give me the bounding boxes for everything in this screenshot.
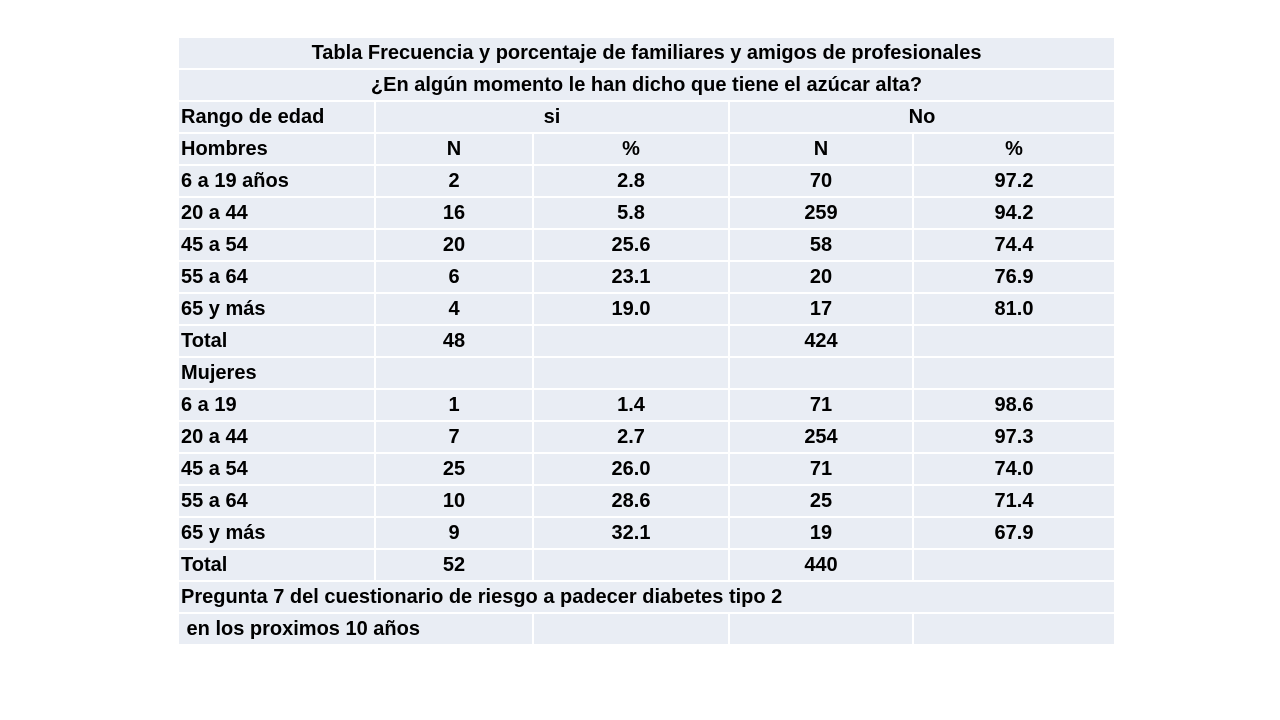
no-n-cell: 71 [729,389,913,421]
no-pct-cell: 97.2 [913,165,1115,197]
table-row [178,293,1115,325]
no-n-cell: 254 [729,421,913,453]
footnote-row-2 [178,613,1115,645]
data-table-container [177,36,1114,646]
empty-cell [729,613,913,645]
no-pct-cell: 74.0 [913,453,1115,485]
yes-n-cell: 9 [375,517,533,549]
yes-pct-cell: 5.8 [533,197,729,229]
yes-pct-cell: 19.0 [533,293,729,325]
subheader-pct-no: % [913,133,1115,165]
age-cell: 65 y más [178,293,375,325]
no-n-cell: 71 [729,453,913,485]
age-cell: 55 a 64 [178,485,375,517]
age-cell: 6 a 19 años [178,165,375,197]
no-n-cell: 70 [729,165,913,197]
footnote-row-1 [178,581,1115,613]
yes-pct-cell: 32.1 [533,517,729,549]
table-row [178,165,1115,197]
empty-cell [913,549,1115,581]
total-row-women [178,549,1115,581]
age-cell: 20 a 44 [178,421,375,453]
yes-n-cell: 2 [375,165,533,197]
empty-cell [533,357,729,389]
yes-pct-cell: 28.6 [533,485,729,517]
footnote-line-2: en los proximos 10 años [178,613,533,645]
total-label: Total [178,549,375,581]
total-yes-n: 52 [375,549,533,581]
yes-n-cell: 20 [375,229,533,261]
yes-n-cell: 25 [375,453,533,485]
no-n-cell: 259 [729,197,913,229]
empty-cell [913,325,1115,357]
total-no-n: 424 [729,325,913,357]
yes-pct-cell: 1.4 [533,389,729,421]
yes-n-cell: 10 [375,485,533,517]
age-cell: 55 a 64 [178,261,375,293]
empty-cell [729,357,913,389]
table-row [178,517,1115,549]
question-row [178,69,1115,101]
age-cell: 20 a 44 [178,197,375,229]
no-pct-cell: 94.2 [913,197,1115,229]
yes-pct-cell: 2.7 [533,421,729,453]
yes-pct-cell: 25.6 [533,229,729,261]
group-label-men: Hombres [178,133,375,165]
yes-pct-cell: 23.1 [533,261,729,293]
group-row-women [178,357,1115,389]
age-cell: 6 a 19 [178,389,375,421]
no-n-cell: 25 [729,485,913,517]
header-no: No [729,101,1115,133]
no-n-cell: 58 [729,229,913,261]
no-n-cell: 20 [729,261,913,293]
table-row [178,421,1115,453]
no-pct-cell: 81.0 [913,293,1115,325]
table-title: Tabla Frecuencia y porcentaje de familiares y amigos de profesionales [178,37,1115,69]
no-pct-cell: 74.4 [913,229,1115,261]
header-yes: si [375,101,729,133]
empty-cell [913,357,1115,389]
header-row [178,101,1115,133]
age-cell: 45 a 54 [178,229,375,261]
group-label-women: Mujeres [178,357,375,389]
no-pct-cell: 97.3 [913,421,1115,453]
empty-cell [913,613,1115,645]
no-pct-cell: 67.9 [913,517,1115,549]
empty-cell [533,613,729,645]
age-cell: 65 y más [178,517,375,549]
footnote-line-1: Pregunta 7 del cuestionario de riesgo a padecer diabetes tipo 2 [178,581,1115,613]
subheader-row [178,133,1115,165]
yes-pct-cell: 2.8 [533,165,729,197]
yes-n-cell: 7 [375,421,533,453]
subheader-n-yes: N [375,133,533,165]
table-row [178,453,1115,485]
table-row [178,229,1115,261]
total-label: Total [178,325,375,357]
table-row [178,261,1115,293]
total-yes-n: 48 [375,325,533,357]
data-table [177,36,1116,646]
table-row [178,485,1115,517]
empty-cell [533,549,729,581]
table-row [178,389,1115,421]
no-pct-cell: 98.6 [913,389,1115,421]
total-row-men [178,325,1115,357]
subheader-pct-yes: % [533,133,729,165]
table-row [178,197,1115,229]
no-n-cell: 19 [729,517,913,549]
empty-cell [375,357,533,389]
title-row [178,37,1115,69]
yes-n-cell: 16 [375,197,533,229]
empty-cell [533,325,729,357]
no-n-cell: 17 [729,293,913,325]
yes-n-cell: 6 [375,261,533,293]
no-pct-cell: 76.9 [913,261,1115,293]
table-question: ¿En algún momento le han dicho que tiene el azúcar alta? [178,69,1115,101]
yes-pct-cell: 26.0 [533,453,729,485]
total-no-n: 440 [729,549,913,581]
header-age-range: Rango de edad [178,101,375,133]
no-pct-cell: 71.4 [913,485,1115,517]
subheader-n-no: N [729,133,913,165]
age-cell: 45 a 54 [178,453,375,485]
yes-n-cell: 1 [375,389,533,421]
yes-n-cell: 4 [375,293,533,325]
